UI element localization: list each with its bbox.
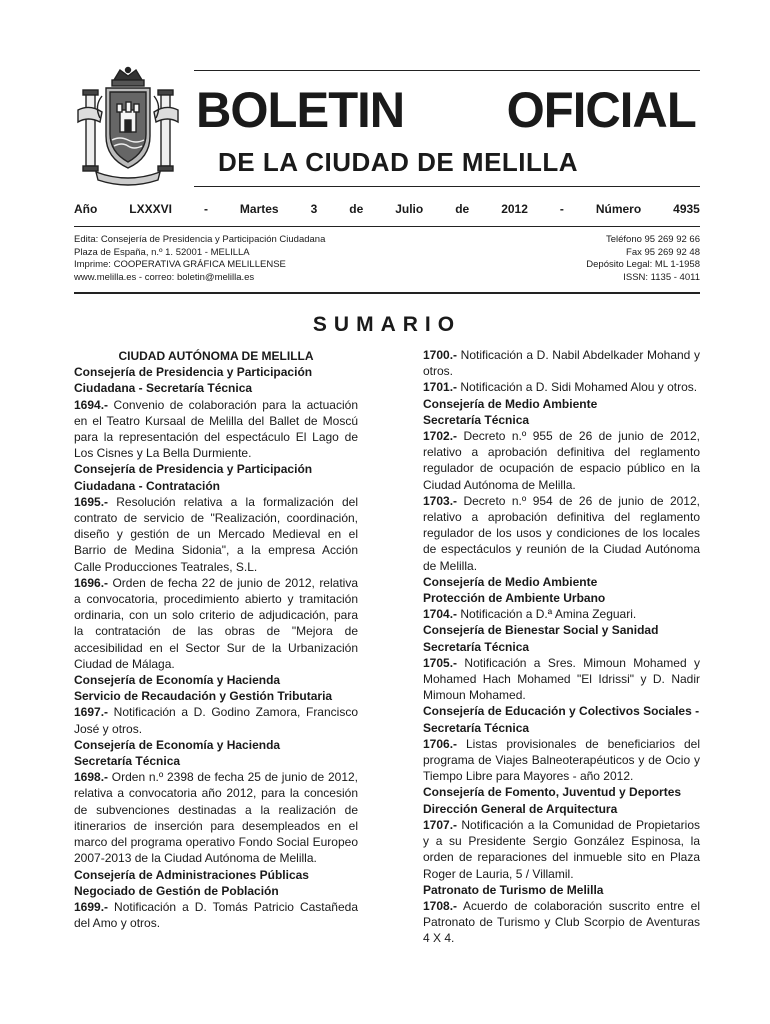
dateline-token: de	[349, 202, 364, 216]
entry-number: 1696.-	[74, 575, 109, 590]
publisher-info	[74, 234, 434, 284]
entry-number: 1704.-	[423, 607, 458, 622]
entry-text: Notificación a D. Godino Zamora, Francisco José y otros.	[74, 705, 358, 736]
section-heading: Patronato de Turismo de Melilla	[423, 882, 604, 897]
dateline-token: -	[559, 202, 564, 216]
info-line: Plaza de España, n.º 1. 52001 - MELILLA	[74, 246, 250, 258]
info-line: Fax 95 269 92 48	[626, 246, 700, 258]
summary-entry	[423, 817, 700, 882]
section-heading: Secretaría Técnica	[74, 754, 181, 769]
section-heading: Consejería de Fomento, Juventud y Deportes	[423, 785, 682, 800]
entry-number: 1697.-	[74, 705, 109, 720]
info-line: ISSN: 1135 - 4011	[623, 271, 700, 283]
dateline-token: LXXXVI	[129, 202, 172, 216]
entry-text: Notificación a D. Sidi Mohamed Alou y otros.	[457, 380, 698, 395]
sumario-heading: SUMARIO	[312, 313, 462, 336]
entry-number: 1707.-	[423, 817, 458, 832]
top-rule	[194, 70, 700, 71]
summary-entry	[74, 704, 358, 736]
title-word-boletin: BOLETIN	[196, 82, 405, 138]
title-word-oficial: OFICIAL	[506, 82, 696, 138]
section-heading: Servicio de Recaudación y Gestión Tributaria	[74, 689, 333, 704]
entry-text: Convenio de colaboración para la actuación en el Teatro Kursaal de Melilla del Ballet de Moscú para la representación del espectáculo El Lago de Los Cisnes y La Bella Durmiente.	[74, 397, 358, 461]
summary-entry	[423, 898, 700, 947]
summary-entry	[423, 655, 700, 704]
section-heading: Consejería de Medio Ambiente	[423, 574, 598, 589]
dateline-token: -	[203, 202, 208, 216]
section-heading: Consejería de Presidencia y Participación Ciudadana - Contratación	[74, 462, 313, 493]
info-line: www.melilla.es - correo: boletin@melilla.es	[74, 271, 255, 283]
summary-entry	[423, 347, 700, 379]
summary-column-left	[74, 348, 358, 931]
issue-dateline	[74, 200, 700, 218]
section-heading: Consejería de Bienestar Social y Sanidad	[423, 623, 659, 638]
section-heading: Secretaría Técnica	[423, 639, 530, 654]
entry-number: 1708.-	[423, 898, 458, 913]
info-line: Depósito Legal: ML 1-1958	[586, 259, 700, 270]
entry-number: 1700.-	[423, 348, 458, 362]
title-rule	[194, 186, 700, 187]
entry-text: Decreto n.º 954 de 26 de junio de 2012, relativo a aprobación definitiva del reglamento regulador de los usos y condiciones de los locales de espectáculos y reunión de la Ciudad Autónoma de Melilla.	[423, 493, 700, 573]
entry-number: 1699.-	[74, 899, 109, 914]
section-heading: Consejería de Economía y Hacienda	[74, 737, 281, 752]
info-line: Edita: Consejería de Presidencia y Participación Ciudadana	[74, 234, 326, 245]
section-heading: Consejería de Educación y Colectivos Sociales - Secretaría Técnica	[423, 704, 700, 735]
entry-text: Acuerdo de colaboración suscrito entre el Patronato de Turismo y Club Scorpio de Aventuras 4 X 4.	[423, 898, 700, 946]
dateline-rule	[74, 226, 700, 227]
section-heading: Negociado de Gestión de Población	[74, 883, 279, 898]
entry-text: Resolución relativa a la formalización del contrato de servicio de "Realización, coordinación, diseño y gestión de un Mercado Medieval en el Barrio de Medina Sidonia", a la empresa Acción Calle Producciones Teatrales, S.L.	[74, 494, 358, 574]
section-title: CIUDAD AUTÓNOMA DE MELILLA	[118, 349, 314, 363]
summary-entry	[74, 397, 358, 462]
entry-text: Decreto n.º 955 de 26 de junio de 2012, relativo a aprobación definitiva del reglamento regulador de ocupación de espacio público en la Ciudad Autónoma de Melilla.	[423, 429, 700, 492]
summary-entry	[74, 769, 358, 866]
coat-of-arms-icon	[72, 66, 184, 188]
section-heading: Consejería de Presidencia y Participación Ciudadana - Secretaría Técnica	[74, 365, 313, 396]
dateline-token: 2012	[501, 202, 528, 216]
entry-number: 1705.-	[423, 655, 458, 670]
summary-entry	[423, 379, 700, 395]
summary-entry	[74, 494, 358, 575]
entry-number: 1702.-	[423, 429, 458, 444]
entry-text: Notificación a la Comunidad de Propietarios y a su Presidente Sergio González Espinosa, la orden de reparaciones del inmueble sito en Plaza Roger de Lauria, 5 / Villamil.	[423, 817, 700, 881]
entry-number: 1706.-	[423, 736, 458, 751]
entry-number: 1694.-	[74, 397, 109, 412]
summary-entry	[74, 899, 358, 931]
entry-text: Notificación a D. Tomás Patricio Castañeda del Amo y otros.	[74, 899, 358, 931]
summary-entry	[74, 575, 358, 672]
dateline-token: 4935	[673, 202, 700, 216]
section-heading: Dirección General de Arquitectura	[423, 801, 618, 816]
dateline-token: Número	[595, 202, 642, 216]
summary-entry	[423, 493, 700, 574]
summary-column-right	[423, 347, 700, 947]
header-bottom-rule	[74, 292, 700, 294]
section-heading: Consejería de Medio Ambiente	[423, 396, 598, 411]
entry-number: 1703.-	[423, 493, 458, 508]
dateline-token: 3	[310, 202, 318, 216]
dateline-token: Año	[74, 202, 98, 216]
entry-number: 1698.-	[74, 770, 109, 785]
summary-entry	[423, 736, 700, 785]
entry-text: Notificación a D.ª Amina Zeguari.	[457, 607, 637, 622]
info-line: Teléfono 95 269 92 66	[605, 234, 700, 245]
entry-text: Listas provisionales de beneficiarios del programa de Viajes Balneoterapéuticos y de Ocio y Tiempo Libre para Mayores - año 2012.	[423, 736, 700, 784]
info-line: Imprime: COOPERATIVA GRÁFICA MELILLENSE	[74, 259, 286, 270]
contact-info	[480, 234, 700, 284]
entry-number: 1701.-	[423, 380, 458, 395]
dateline-token: de	[455, 202, 470, 216]
journal-subtitle: DE LA CIUDAD DE MELILLA	[218, 147, 579, 177]
summary-entry	[423, 606, 700, 622]
dateline-token: Julio	[395, 202, 424, 216]
section-heading: Consejería de Economía y Hacienda	[74, 673, 281, 688]
entry-text: Orden n.º 2398 de fecha 25 de junio de 2012, relativa a convocatoria año 2012, para la concesión de subvenciones destinadas a la realización de itinerarios de inserción para desempleados en el marco del programa operativo Fondo Social Europeo 2007-2013 de la Ciudad Autónoma de Melilla.	[74, 770, 358, 866]
section-heading: Secretaría Técnica	[423, 412, 530, 427]
section-heading: Consejería de Administraciones Públicas	[74, 867, 309, 882]
section-heading: Protección de Ambiente Urbano	[423, 591, 606, 606]
journal-title	[196, 78, 696, 142]
entry-text: Orden de fecha 22 de junio de 2012, relativa a convocatoria, procedimiento abierto y tramitación ordinaria, con un solo criterio de adjudicación, para la contratación de las obras de "Mejora de accesibilidad en el Sector Sur de la Urbanización Ciudad de Málaga.	[74, 575, 358, 671]
dateline-token: Martes	[239, 202, 279, 216]
entry-number: 1695.-	[74, 494, 109, 509]
summary-entry	[423, 428, 700, 493]
entry-text: Notificación a D. Nabil Abdelkader Mohand y otros.	[423, 348, 700, 379]
entry-text: Notificación a Sres. Mimoun Mohamed y Mohamed Hach Mohamed "El Idrissi" y D. Nadir Mimoun Mohamed.	[423, 655, 700, 703]
